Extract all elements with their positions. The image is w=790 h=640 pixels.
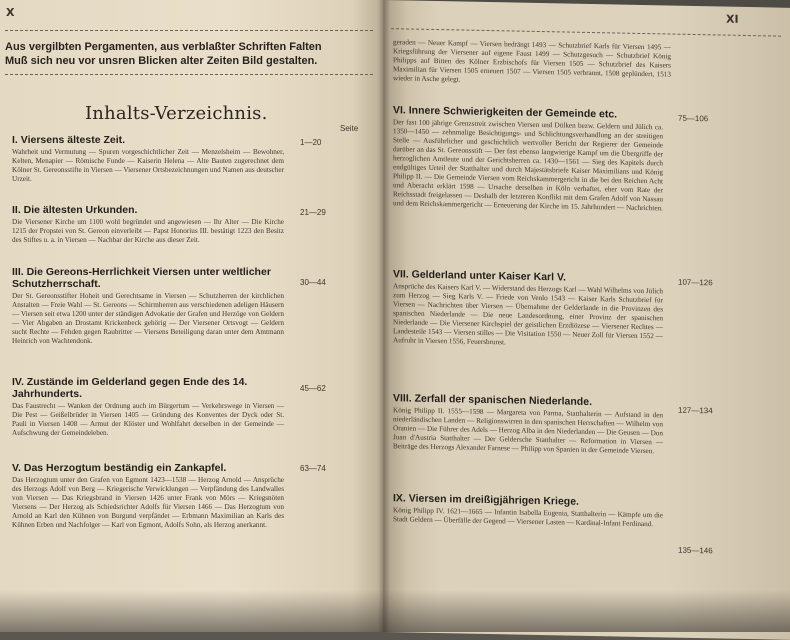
- section-pages: 135—146: [678, 545, 713, 556]
- section-summary: Der St. Gereonsstifter Hoheit und Gerechtsame in Viersen — Schutzherren der kirchlichen Anstalten — Freie Wahl — St. Gereons — Schirmherren aus verschiedenen adeligen Häusern — Viersen seit etwa 1200 unter der ständigen Advokatie der Grafen und Herzöge von Geldern — Vier Abgaben an Drostamt Krickenbeck gehörig — Der Viersener Ortsvogt — Geldern sucht Rechte — Fehden gegen Raubritter — Viersens Beteiligung daran unter dem Amtmann Heinrich von Wachtendonk.: [12, 292, 284, 345]
- section-heading: III. Die Gereons-Herrlichkeit Viersen unter weltlicher Schutzherrschaft.: [12, 266, 271, 290]
- page-title: Inhalts-Verzeichnis.: [85, 103, 268, 124]
- motto-line-2: Muß sich neu vor unsren Blicken alter Zeiten Bild gestalten.: [5, 55, 318, 67]
- toc-section-1: [12, 134, 284, 184]
- section-pages: 107—126: [678, 277, 713, 288]
- section-heading: V. Das Herzogtum beständig ein Zankapfel.: [12, 462, 227, 474]
- section-pages: 75—106: [678, 113, 709, 124]
- toc-section-9: [393, 492, 663, 529]
- section-heading: IV. Zustände im Gelderland gegen Ende des 14. Jahrhunderts.: [12, 376, 248, 400]
- section-pages: 21—29: [300, 208, 326, 217]
- toc-section-2: [12, 204, 284, 245]
- bottom-shadow: [0, 590, 790, 632]
- section-heading: VIII. Zerfall der spanischen Niederlande.: [393, 392, 592, 409]
- left-page: [0, 0, 383, 632]
- right-page: [383, 0, 790, 640]
- section-heading: VI. Innere Schwierigkeiten der Gemeinde etc.: [393, 104, 618, 121]
- toc-section-4: [12, 376, 284, 438]
- motto-rule: [5, 74, 373, 75]
- book-gutter: [378, 0, 390, 632]
- toc-section-3: [12, 266, 284, 346]
- section-summary: König Philipp IV. 1621—1665 — Infantin Isabella Eugenia, Statthalterin — Kämpfe um die Stadt Geldern — Überfälle der Gegend — Viersener Lasten — Kardinal-Infant Ferdinand.: [393, 506, 663, 529]
- top-rule: [391, 28, 781, 36]
- continuation-text: geraden — Neuer Kampf — Viersen bedrängt 1493 — Schutzbrief Karls für Viersen 1495 — Kriegsführung der Viersener auf eigene Faust 1499 — Schutzgesuch — Schutzbrief König Philipps auf Bitten des Kölner Erzbischofs für Viersen 1505 — Schutzbrief des Kaisers Maximilian für Viersen 1505 erneuert 1507 — Viersen 1505 verbrannt, 1508 geplündert, 1513 wieder in Asche gelegt.: [393, 38, 671, 84]
- toc-section-6: [393, 104, 663, 213]
- section-summary: Das Faustrecht — Wanken der Ordnung auch im Bürgertum — Verkehrswege in Viersen — Die Pest — Geißelbrüder in Viersen 1405 — Gründung des Konventes der Dyck oder St. Pauli in Viersen 1408 — Armut der Klöster und Wohlfahrt derselben in der Gemeinde — Aufschwung der Gemeindeleben.: [12, 402, 284, 437]
- motto: [5, 40, 375, 68]
- section-pages: 63—74: [300, 464, 326, 473]
- section-summary: König Philipp II. 1555—1598 — Margareta von Parma, Statthalterin — Aufstand in den niederländischen Landen — Religionswirren in den spanischen Herrschaften — Wilhelm von Oranien — Die Führer des Adels — Herzog Alba in den Niederlanden — Die Geusen — Don Juan d'Austria Statthalter — Der Geldersche Statthalter — Reformation in Viersen — Beiträge des Herzogs Alexander Farnese — Philipp von Spanien in der Gemeinde Viersen.: [393, 406, 663, 456]
- toc-section-5: [12, 462, 284, 530]
- right-page-number: XI: [726, 12, 739, 26]
- section-heading: IX. Viersen im dreißigjährigen Kriege.: [393, 492, 579, 508]
- section-pages: 30—44: [300, 278, 326, 287]
- section-pages: 1—20: [300, 138, 322, 147]
- section-pages: 127—134: [678, 405, 713, 416]
- section-summary: Das Herzogtum unter den Grafen von Egmont 1423—1538 — Herzog Arnold — Ansprüche des Herzogs Adolf von Berg — Kriegerische Verwicklungen — Verpfändung des Landwalles von Viersen — Das Kriegsbrand in Viersen 1426 unter Frank von Mörs — Kriegsnöten Viersens — Der Herzog als Schiedsrichter Adolfs für Viersen 1466 — Das Herzogtum von Arnold an Karl den Kühnen von Burgund verpfändet — Erbmann Maximilian an Karls des Kühnen Erben und Nachfolger — Karl von Egmont, Adolfs Sohn, als Herzog anerkannt.: [12, 476, 284, 529]
- section-heading: VII. Gelderland unter Kaiser Karl V.: [393, 268, 566, 284]
- seite-label: Seite: [340, 124, 359, 133]
- toc-section-7: [393, 268, 663, 350]
- motto-line-1: Aus vergilbten Pergamenten, aus verblaßter Schriften Falten: [5, 41, 322, 53]
- section-pages: 45—62: [300, 384, 326, 393]
- section-summary: Wahrheit und Vermutung — Spuren vorgeschichtlicher Zeit — Menzelsheim — Bewohner, Kelten, Menapier — Römische Funde — Kaiserin Helena — Alte Bauten zugerechnet dem Kölner St. Gereonsstifte in Viersen — Viersener Ortsbezeichnungen und Namen aus deutscher Urzeit.: [12, 148, 284, 183]
- section-summary: Der fast 100 jährige Grenzstreit zwischen Viersen und Dülken bezw. Geldern und Jülich ca. 1350—1450 — zehnmalige Besichtigungs- und Schlichtungsverhandlung an der streitigen Stelle — Ausführlicher und geschichtlich wertvoller Bericht der Regierer der Gemeinde darüber an das St. Gereonsstift — Der fast ebenso langwierige Kampf um die Übergriffe der herzoglichen Amtleute und der Gerichtsherren ca. 1430—1561 — Sieg des Kapitels durch endgültiges Urteil der Statthalter und durch Majestätsbriefe Kaiser Maximilians und König Philipp II. — Die Gemeinde Viersen vom Reichskammergericht in die bei den Reichen Acht und Aberacht erklärt 1598 — Ursache derselben in Köln verhaftet, eher vom Rate der Reichsstadt freigelassen — Deshalb der letzteren Konflikt mit dem Grafen Adolf von Nassau und dem Reichskammergericht — Erneuerung der Kirche im 15. Jahrhundert — Nachrichten.: [393, 118, 663, 213]
- top-rule: [5, 30, 373, 31]
- left-page-number: X: [6, 6, 15, 19]
- section-summary: Ansprüche des Kaisers Karl V. — Widerstand des Herzogs Karl — Wahl Wilhelms von Jülich zum Herzog — Sieg Karls V. — Friede von Venlo 1543 — Kaiser Karls Schutzbrief für Viersen — Nachrichten über Viersen — Übernahme der Gelderlande in die Provinzen des spanischen Niederlande — Die neue Landesordnung, einer Provinz der spanischen Niederlande — Die Viersener Kirchspiel der geistlichen Erzdiözese — Viersener Rechtes — Landesteile 1543 — Viersen stilles — Die Visitation 1550 — Neuer Zoll für Viersen 1552 — Aufruhr in Viersen 1556, Feuersbrunst.: [393, 282, 663, 347]
- section-heading: I. Viersens älteste Zeit.: [12, 134, 126, 146]
- section-summary: Die Viersener Kirche um 1100 wohl begründet und angewiesen — Ihr Alter — Die Kirche 1215 der Propstei von St. Gereon einverleibt — Papst Honorius III. bestätigt 1223 den Besitz des Stiftes u. a. in Viersen — Nachbar der Kirche aus dieser Zeit.: [12, 218, 284, 244]
- section-heading: II. Die ältesten Urkunden.: [12, 204, 138, 216]
- toc-section-8: [393, 392, 663, 456]
